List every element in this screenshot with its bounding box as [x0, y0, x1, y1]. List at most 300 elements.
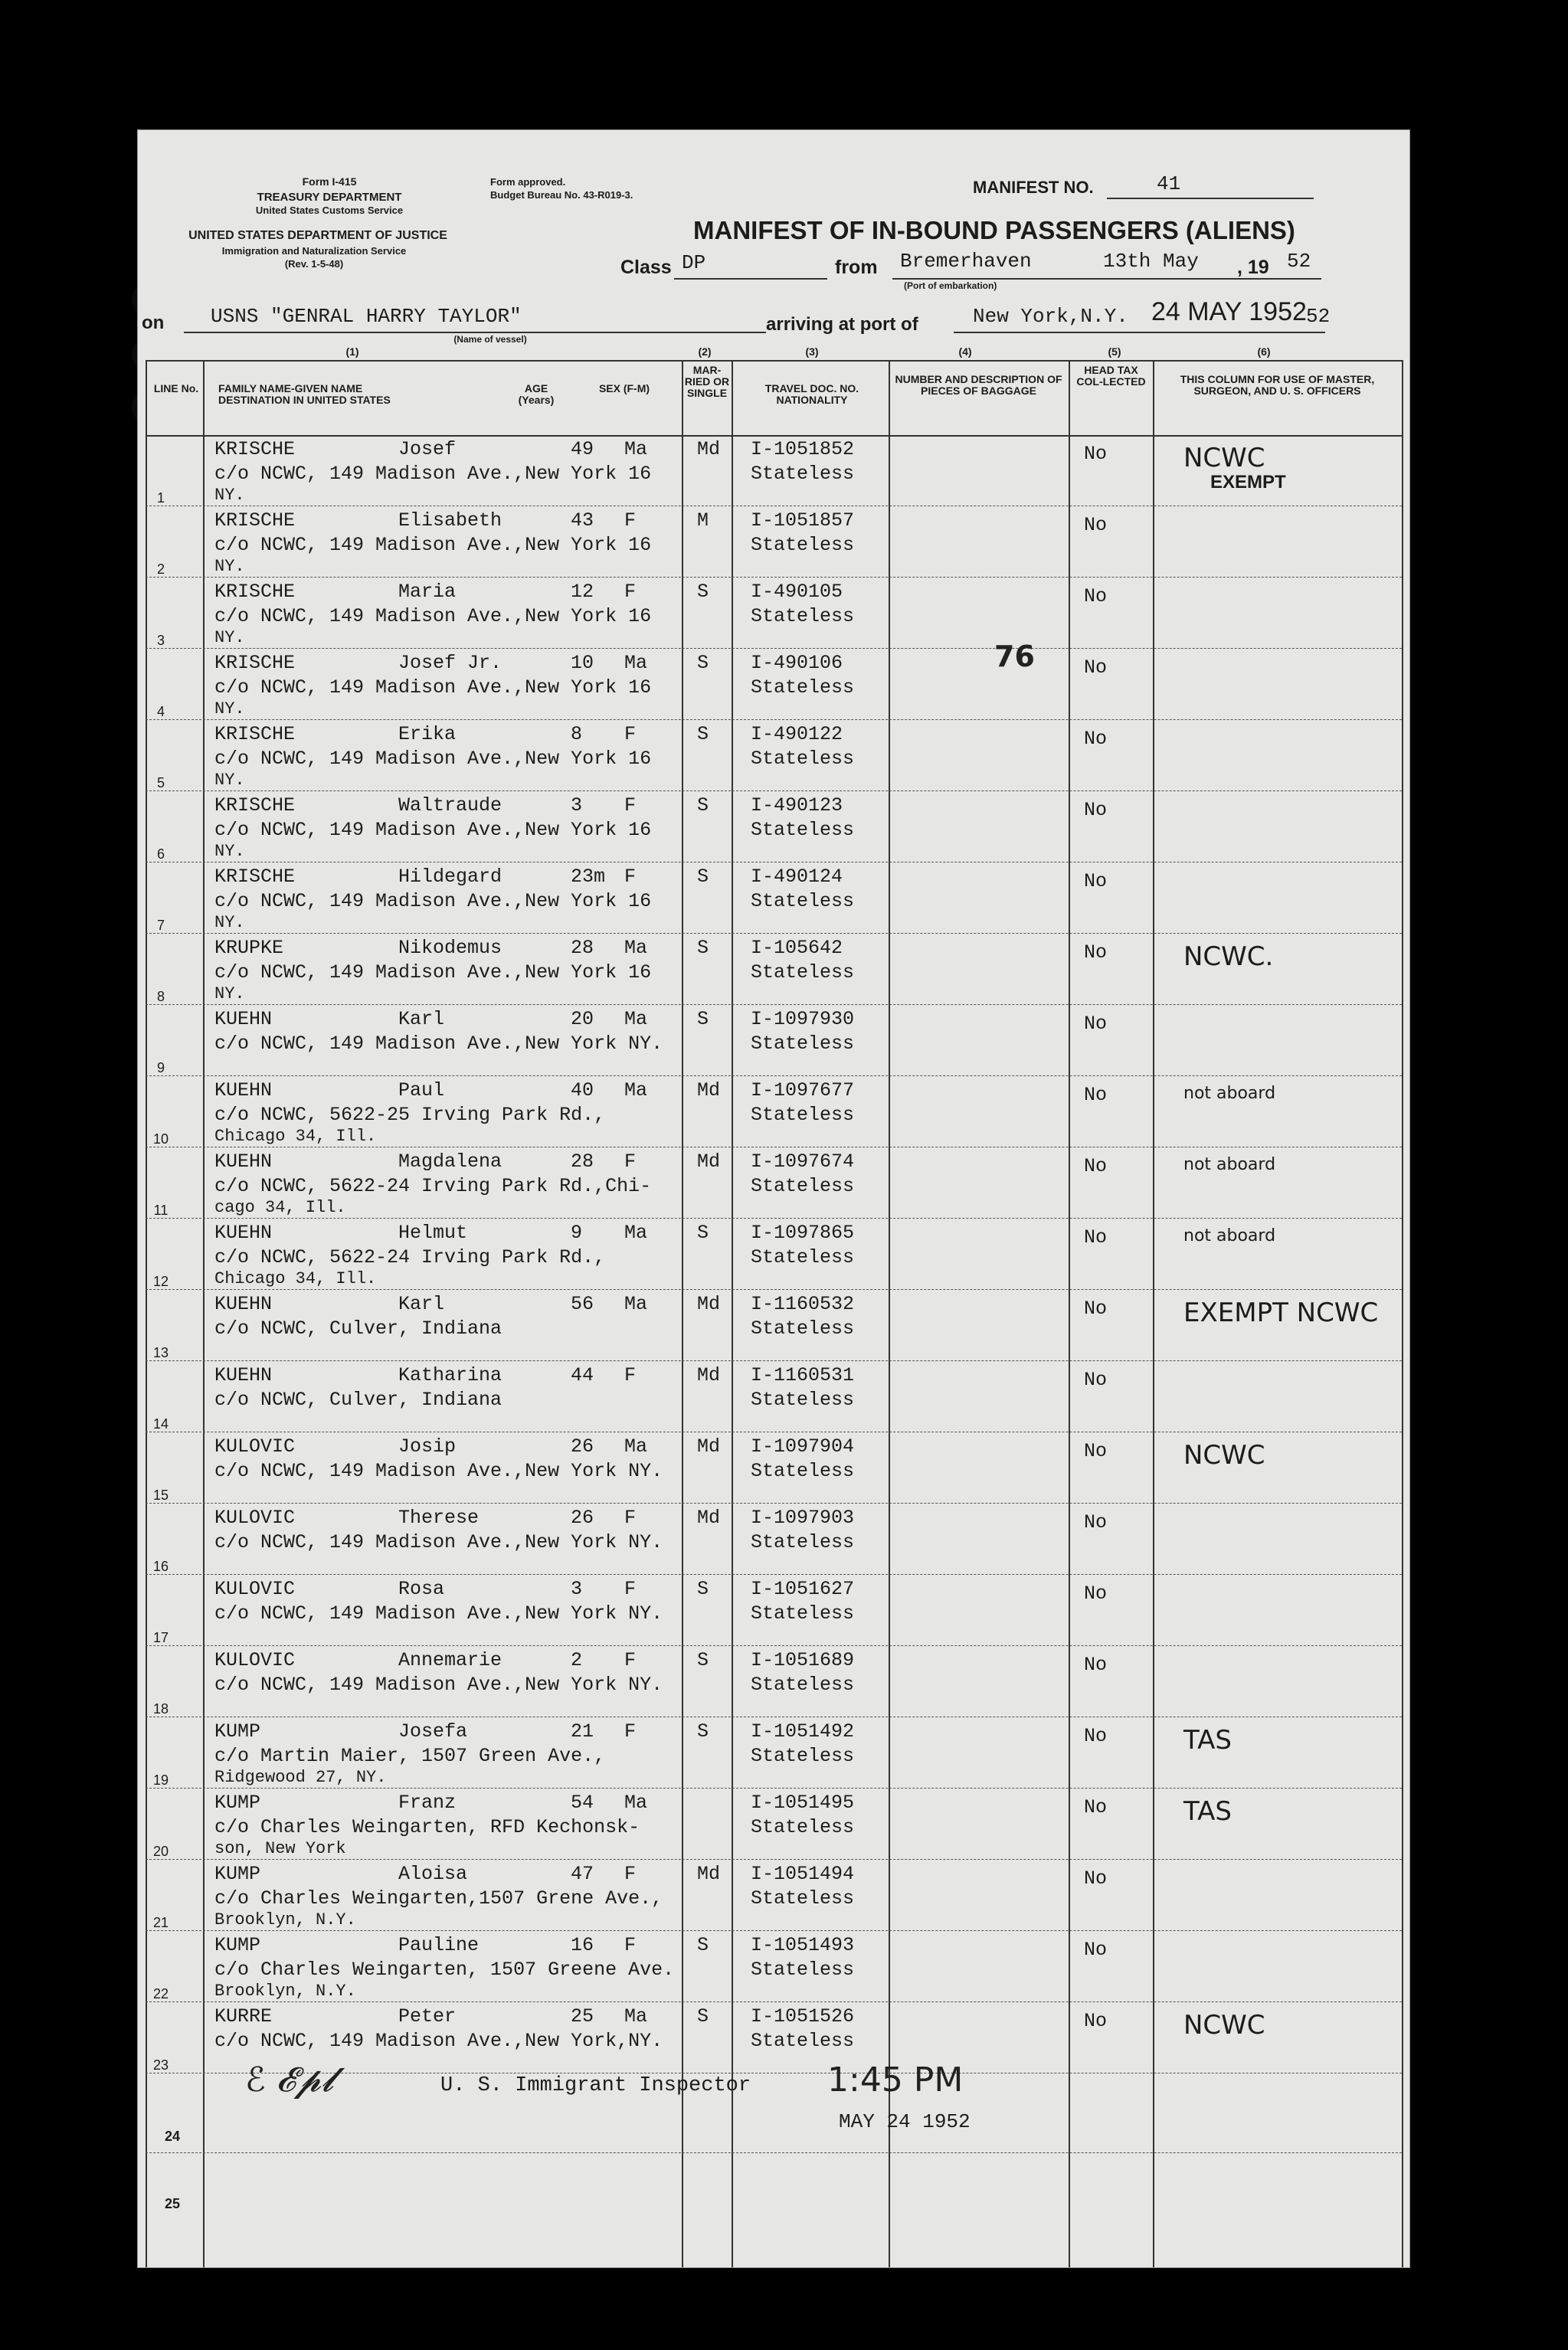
passenger-marital: S [697, 794, 709, 817]
travel-doc-no: I-490105 [751, 581, 843, 603]
destination-address: c/o NCWC, 149 Madison Ave.,New York NY. [214, 1674, 663, 1696]
passenger-given-name: Annemarie [398, 1649, 502, 1671]
line-number: 5 [156, 775, 165, 790]
year-value: 52 [1287, 250, 1311, 273]
destination-address: c/o NCWC, Culver, Indiana [214, 1389, 502, 1411]
passenger-family-name: KUMP [214, 1792, 261, 1814]
col-line: LINE No. [153, 382, 199, 394]
destination-address: c/o NCWC, 149 Madison Ave.,New York NY. [214, 1460, 663, 1482]
table-row [146, 435, 1402, 506]
destination-address-2: NY. [214, 913, 245, 932]
destination-address-2: NY. [214, 557, 245, 576]
passenger-marital: S [697, 1008, 709, 1030]
nationality: Stateless [751, 1602, 855, 1625]
col-officers: THIS COLUMN FOR USE OF MASTER, SURGEON, AND U. S. OFFICERS [1180, 373, 1375, 397]
head-tax: No [1084, 1867, 1108, 1890]
passenger-age: 28 [571, 1150, 594, 1173]
travel-doc-no: I-1097677 [751, 1079, 855, 1101]
line-number: 23 [152, 2057, 169, 2073]
passenger-sex: F [624, 1934, 637, 1956]
passenger-age: 25 [571, 2005, 594, 2028]
line-number: 19 [152, 1772, 169, 1788]
line-number: 17 [152, 1630, 169, 1645]
passenger-family-name: KRISCHE [214, 581, 296, 603]
destination-address: c/o NCWC, 149 Madison Ave.,New York 16 [214, 605, 652, 627]
passenger-age: 3 [571, 794, 583, 817]
passenger-given-name: Pauline [398, 1934, 480, 1956]
table-row [146, 1504, 1402, 1575]
passenger-family-name: KUMP [214, 1934, 261, 1956]
passenger-family-name: KRISCHE [214, 652, 296, 674]
table-row [146, 934, 1402, 1005]
passenger-given-name: Peter [398, 2005, 457, 2028]
passenger-age: 16 [571, 1934, 594, 1956]
passenger-age: 3 [571, 1578, 583, 1600]
col-marital: MAR-RIED OR SINGLE [684, 364, 730, 399]
passenger-age: 47 [571, 1863, 594, 1885]
destination-address-2: Chicago 34, Ill. [214, 1127, 377, 1146]
passenger-age: 49 [571, 438, 594, 460]
destination-address: c/o Charles Weingarten,1507 Grene Ave., [214, 1887, 663, 1910]
passenger-marital: S [697, 937, 709, 959]
destination-address: c/o NCWC, 149 Madison Ave.,New York 16 [214, 534, 652, 556]
line-25: 25 [164, 2196, 181, 2211]
head-tax: No [1084, 1939, 1108, 1961]
passenger-marital: Md [697, 1293, 721, 1315]
passenger-given-name: Rosa [398, 1578, 445, 1600]
head-tax: No [1084, 1013, 1108, 1035]
nationality: Stateless [751, 1033, 855, 1055]
table-row [146, 791, 1402, 862]
line-number: 16 [152, 1559, 169, 1574]
destination-address: c/o NCWC, 5622-24 Irving Park Rd.,Chi- [214, 1175, 652, 1197]
passenger-sex: Ma [624, 652, 648, 674]
head-tax: No [1084, 1226, 1108, 1249]
passenger-family-name: KUEHN [214, 1293, 273, 1315]
passenger-age: 2 [571, 1649, 583, 1671]
head-tax: No [1084, 585, 1108, 607]
passenger-age: 44 [571, 1364, 594, 1386]
from-label: from [835, 257, 878, 278]
passenger-given-name: Nikodemus [398, 937, 502, 959]
passenger-family-name: KRISCHE [214, 723, 296, 745]
passenger-sex: F [624, 866, 637, 888]
head-tax: No [1084, 1511, 1108, 1533]
passenger-given-name: Aloisa [398, 1863, 468, 1885]
officer-note: EXEMPT NCWC [1183, 1298, 1379, 1328]
passenger-age: 8 [571, 723, 583, 745]
head-tax: No [1084, 1155, 1108, 1177]
travel-doc-no: I-1051493 [751, 1934, 855, 1956]
passenger-age: 9 [571, 1222, 583, 1244]
table-row [146, 578, 1402, 649]
passenger-age: 23m [571, 866, 606, 888]
destination-address: c/o NCWC, 149 Madison Ave.,New York,NY. [214, 2030, 663, 2052]
passenger-family-name: KUEHN [214, 1008, 273, 1030]
manifest-no-value: 41 [1157, 172, 1181, 195]
table-row [146, 1290, 1402, 1361]
destination-address: c/o NCWC, 149 Madison Ave.,New York 16 [214, 676, 652, 699]
travel-doc-no: I-490123 [751, 794, 843, 817]
table-row [146, 862, 1402, 934]
head-tax: No [1084, 728, 1108, 750]
table-row [146, 1076, 1402, 1147]
travel-doc-no: I-1160532 [751, 1293, 855, 1315]
travel-doc-no: I-1051852 [751, 438, 855, 460]
destination-address-2: NY. [214, 771, 245, 790]
travel-doc-no: I-105642 [751, 937, 843, 959]
manifest-page [138, 130, 1409, 2267]
nationality: Stateless [751, 890, 855, 912]
nationality: Stateless [751, 1745, 855, 1767]
passenger-marital: S [697, 1934, 709, 1956]
destination-address-2: NY. [214, 842, 245, 861]
class-value: DP [682, 251, 706, 274]
table-row [146, 649, 1402, 720]
nationality: Stateless [751, 605, 855, 627]
manifest-no-label: MANIFEST NO. [973, 178, 1094, 197]
nationality: Stateless [751, 748, 855, 770]
destination-address: c/o NCWC, 149 Madison Ave.,New York 16 [214, 961, 652, 984]
line-number: 8 [156, 989, 165, 1004]
line-number: 9 [156, 1060, 165, 1075]
form-budget: Budget Bureau No. 43-R019-3. [490, 189, 633, 201]
destination-address-2: NY. [214, 628, 245, 647]
passenger-sex: F [624, 723, 637, 745]
line-number: 12 [152, 1274, 169, 1289]
destination-address-2: Brooklyn, N.Y. [214, 1982, 356, 2001]
destination-address-2: Chicago 34, Ill. [214, 1269, 377, 1288]
line-number: 4 [156, 704, 165, 719]
travel-doc-no: I-1051526 [751, 2005, 855, 2028]
passenger-marital: Md [697, 1863, 721, 1885]
destination-address: c/o NCWC, 149 Madison Ave.,New York NY. [214, 1033, 663, 1055]
line-number: 3 [156, 633, 165, 648]
col-num-4: (4) [958, 345, 972, 358]
arrival-port: New York,N.Y. [973, 305, 1128, 328]
arriving-label: arriving at port of [766, 314, 918, 335]
line-number: 20 [152, 1844, 169, 1859]
passenger-marital: S [697, 652, 709, 674]
inspection-date-stamp: MAY 24 1952 [839, 2110, 971, 2133]
officer-note: NCWC. [1183, 941, 1274, 972]
destination-address-2: NY. [214, 984, 245, 1003]
nationality: Stateless [751, 1816, 855, 1838]
travel-doc-no: I-490106 [751, 652, 843, 674]
table-row [146, 720, 1402, 791]
nationality: Stateless [751, 2030, 855, 2052]
nationality: Stateless [751, 1389, 855, 1411]
line-number: 18 [152, 1701, 169, 1717]
destination-address: c/o NCWC, 149 Madison Ave.,New York NY. [214, 1602, 663, 1625]
passenger-given-name: Karl [398, 1293, 445, 1315]
col-headtax: HEAD TAX COL-LECTED [1076, 364, 1146, 388]
line-number: 22 [152, 1986, 169, 2001]
nationality: Stateless [751, 676, 855, 699]
line-number: 13 [152, 1345, 169, 1360]
passenger-family-name: KRISCHE [214, 509, 296, 532]
passenger-marital: Md [697, 438, 721, 460]
nationality: Stateless [751, 534, 855, 556]
passenger-marital: S [697, 723, 709, 745]
passenger-family-name: KRISCHE [214, 794, 296, 817]
passenger-sex: Ma [624, 1435, 648, 1458]
table-row [146, 1646, 1402, 1717]
destination-address-2: Ridgewood 27, NY. [214, 1768, 387, 1787]
table-row [146, 1147, 1402, 1219]
col-num-3: (3) [805, 345, 819, 358]
destination-address: c/o NCWC, 149 Madison Ave.,New York 16 [214, 890, 652, 912]
destination-address: c/o NCWC, 5622-24 Irving Park Rd., [214, 1246, 606, 1268]
passenger-sex: Ma [624, 1222, 648, 1244]
destination-address: c/o NCWC, 5622-25 Irving Park Rd., [214, 1104, 606, 1126]
passenger-given-name: Maria [398, 581, 457, 603]
nationality: Stateless [751, 1531, 855, 1553]
destination-address: c/o NCWC, 149 Madison Ave.,New York NY. [214, 1531, 663, 1553]
col-num-6: (6) [1257, 345, 1271, 358]
passenger-age: 12 [571, 581, 594, 603]
officer-note: NCWC [1183, 443, 1265, 473]
line-24: 24 [164, 2129, 181, 2144]
passenger-marital: Md [697, 1435, 721, 1458]
destination-address-2: Brooklyn, N.Y. [214, 1910, 356, 1929]
inspection-time: 1:45 PM [827, 2060, 964, 2100]
table-row [146, 1361, 1402, 1432]
travel-doc-no: I-1097674 [751, 1150, 855, 1173]
nationality: Stateless [751, 1674, 855, 1696]
destination-address: c/o Charles Weingarten, 1507 Greene Ave. [214, 1959, 675, 1981]
nationality: Stateless [751, 819, 855, 841]
line-number: 15 [152, 1488, 169, 1503]
passenger-family-name: KUEHN [214, 1079, 273, 1101]
destination-address: c/o NCWC, Culver, Indiana [214, 1317, 502, 1340]
col-num-1: (1) [345, 345, 359, 358]
inspector-label: U. S. Immigrant Inspector [440, 2074, 751, 2097]
form-agency-customs: United States Customs Service [255, 205, 404, 216]
col-sex: SEX (F-M) [598, 382, 650, 394]
nationality: Stateless [751, 1175, 855, 1197]
head-tax: No [1084, 941, 1108, 964]
head-tax: No [1084, 1725, 1108, 1747]
destination-address-2: NY. [214, 486, 245, 505]
passenger-sex: F [624, 1720, 637, 1743]
head-tax: No [1084, 1796, 1108, 1818]
passenger-family-name: KRISCHE [214, 438, 296, 460]
table-row [146, 1432, 1402, 1504]
passenger-family-name: KUMP [214, 1863, 261, 1885]
line-number: 7 [156, 918, 165, 933]
table-row [146, 1789, 1402, 1860]
col-baggage: NUMBER AND DESCRIPTION OF PIECES OF BAGGAGE [895, 373, 1062, 397]
passenger-sex: Ma [624, 937, 648, 959]
travel-doc-no: I-490124 [751, 866, 843, 888]
line-number: 1 [156, 490, 165, 506]
class-label: Class [620, 257, 672, 278]
nationality: Stateless [751, 1460, 855, 1482]
table-row [146, 1575, 1402, 1646]
line-number: 21 [152, 1915, 169, 1930]
passenger-family-name: KULOVIC [214, 1435, 296, 1458]
passenger-given-name: Paul [398, 1079, 445, 1101]
inspector-signature: ℰ 𝓔𝓹𝓵 [245, 2060, 335, 2100]
passenger-age: 43 [571, 509, 594, 532]
table-row [146, 1931, 1402, 2002]
passenger-family-name: KULOVIC [214, 1578, 296, 1600]
col-travel: TRAVEL DOC. NO. NATIONALITY [764, 382, 859, 406]
head-tax: No [1084, 799, 1108, 821]
passenger-sex: F [624, 1364, 637, 1386]
destination-address: c/o NCWC, 149 Madison Ave.,New York 16 [214, 748, 652, 770]
passenger-family-name: KRUPKE [214, 937, 284, 959]
passenger-given-name: Katharina [398, 1364, 502, 1386]
arrival-year: 52 [1306, 305, 1331, 328]
passenger-family-name: KUEHN [214, 1222, 273, 1244]
head-tax: No [1084, 2010, 1108, 2032]
officer-note: not aboard [1183, 1155, 1276, 1174]
form-agency-ins: Immigration and Naturalization Service [221, 245, 407, 257]
passenger-given-name: Josef Jr. [398, 652, 502, 674]
travel-doc-no: I-1160531 [751, 1364, 855, 1386]
head-tax: No [1084, 443, 1108, 465]
table-row [146, 506, 1402, 578]
table-row [146, 1717, 1402, 1789]
form-revision: (Rev. 1-5-48) [284, 258, 344, 270]
head-tax: No [1084, 1298, 1108, 1320]
passenger-marital: Md [697, 1507, 721, 1529]
nationality: Stateless [751, 961, 855, 984]
passenger-marital: S [697, 581, 709, 603]
passenger-sex: F [624, 794, 637, 817]
passenger-family-name: KUEHN [214, 1150, 273, 1173]
passenger-age: 40 [571, 1079, 594, 1101]
vessel-name: USNS "GENRAL HARRY TAYLOR" [211, 305, 522, 328]
from-value: Bremerhaven [900, 250, 1032, 273]
passenger-family-name: KUEHN [214, 1364, 273, 1386]
col-age: AGE (Years) [518, 382, 555, 406]
exempt-stamp-1: EXEMPT [1210, 472, 1286, 493]
passenger-age: 10 [571, 652, 594, 674]
travel-doc-no: I-1051495 [751, 1792, 855, 1814]
head-tax: No [1084, 1440, 1108, 1462]
passenger-given-name: Waltraude [398, 794, 502, 817]
passenger-sex: F [624, 1863, 637, 1885]
passenger-given-name: Elisabeth [398, 509, 502, 532]
officer-note: NCWC [1183, 1440, 1265, 1471]
passenger-marital: Md [697, 1364, 721, 1386]
passenger-age: 56 [571, 1293, 594, 1315]
passenger-marital: S [697, 1222, 709, 1244]
head-tax: No [1084, 1582, 1108, 1605]
passenger-age: 26 [571, 1507, 594, 1529]
passenger-age: 54 [571, 1792, 594, 1814]
officer-note: not aboard [1183, 1226, 1276, 1245]
passenger-sex: F [624, 509, 637, 532]
passenger-age: 28 [571, 937, 594, 959]
head-tax: No [1084, 514, 1108, 536]
manifest-title: MANIFEST OF IN-BOUND PASSENGERS (ALIENS) [693, 216, 1295, 244]
travel-doc-no: I-1097865 [751, 1222, 855, 1244]
year-prefix: , 19 [1237, 257, 1269, 278]
passenger-marital: S [697, 866, 709, 888]
passenger-marital: S [697, 1578, 709, 1600]
passenger-age: 20 [571, 1008, 594, 1030]
passenger-sex: F [624, 1507, 637, 1529]
passenger-sex: Ma [624, 1792, 648, 1814]
form-agency-treasury: TREASURY DEPARTMENT [257, 191, 402, 204]
destination-address: c/o Charles Weingarten, RFD Kechonsk- [214, 1816, 640, 1838]
head-tax: No [1084, 1084, 1108, 1106]
nationality: Stateless [751, 1887, 855, 1910]
travel-doc-no: I-1051492 [751, 1720, 855, 1743]
head-tax: No [1084, 870, 1108, 892]
head-tax: No [1084, 656, 1108, 679]
passenger-age: 21 [571, 1720, 594, 1743]
passenger-marital: S [697, 2005, 709, 2028]
col-num-2: (2) [698, 345, 712, 358]
travel-doc-no: I-490122 [751, 723, 843, 745]
passenger-marital: M [697, 509, 709, 532]
officer-note: not aboard [1183, 1084, 1276, 1103]
passenger-given-name: Franz [398, 1792, 457, 1814]
passenger-given-name: Helmut [398, 1222, 468, 1244]
nationality: Stateless [751, 1317, 855, 1340]
line-number: 14 [152, 1416, 169, 1432]
head-tax: No [1084, 1369, 1108, 1391]
destination-address-2: cago 34, Ill. [214, 1198, 346, 1217]
passenger-sex: F [624, 1649, 637, 1671]
destination-address-2: son, New York [214, 1839, 346, 1858]
col-name: FAMILY NAME-GIVEN NAME DESTINATION IN UNITED STATES [218, 382, 391, 406]
passenger-sex: F [624, 581, 637, 603]
passenger-sex: Ma [624, 2005, 648, 2028]
form-approved: Form approved. [490, 176, 566, 188]
table-row [146, 1005, 1402, 1076]
passenger-marital: S [697, 1649, 709, 1671]
passenger-marital: Md [697, 1079, 721, 1101]
passenger-given-name: Magdalena [398, 1150, 502, 1173]
on-label: on [142, 313, 165, 333]
travel-doc-no: I-1051857 [751, 509, 855, 532]
passenger-sex: Ma [624, 438, 648, 460]
form-agency-justice: UNITED STATES DEPARTMENT OF JUSTICE [188, 229, 447, 242]
col-num-5: (5) [1108, 345, 1121, 358]
travel-doc-no: I-1097904 [751, 1435, 855, 1458]
from-sub: (Port of embarkation) [904, 280, 997, 291]
officer-note: TAS [1183, 1796, 1232, 1827]
passenger-family-name: KULOVIC [214, 1507, 296, 1529]
arrival-date-stamp: 24 MAY 1952 [1151, 297, 1307, 326]
head-tax: No [1084, 1654, 1108, 1676]
nationality: Stateless [751, 463, 855, 485]
passenger-sex: F [624, 1578, 637, 1600]
destination-address: c/o NCWC, 149 Madison Ave.,New York 16 [214, 463, 652, 485]
destination-address-2: NY. [214, 699, 245, 718]
travel-doc-no: I-1097903 [751, 1507, 855, 1529]
travel-doc-no: I-1051627 [751, 1578, 855, 1600]
passenger-family-name: KUMP [214, 1720, 261, 1743]
line-number: 2 [156, 561, 165, 577]
passenger-given-name: Therese [398, 1507, 480, 1529]
departure-date: 13th May [1103, 250, 1199, 273]
passenger-age: 26 [571, 1435, 594, 1458]
passenger-given-name: Karl [398, 1008, 445, 1030]
line-number: 10 [152, 1131, 169, 1147]
passenger-given-name: Josef [398, 438, 457, 460]
nationality: Stateless [751, 1959, 855, 1981]
baggage-mark: 76 [994, 640, 1035, 673]
passenger-given-name: Erika [398, 723, 457, 745]
officer-note: NCWC [1183, 2010, 1265, 2041]
